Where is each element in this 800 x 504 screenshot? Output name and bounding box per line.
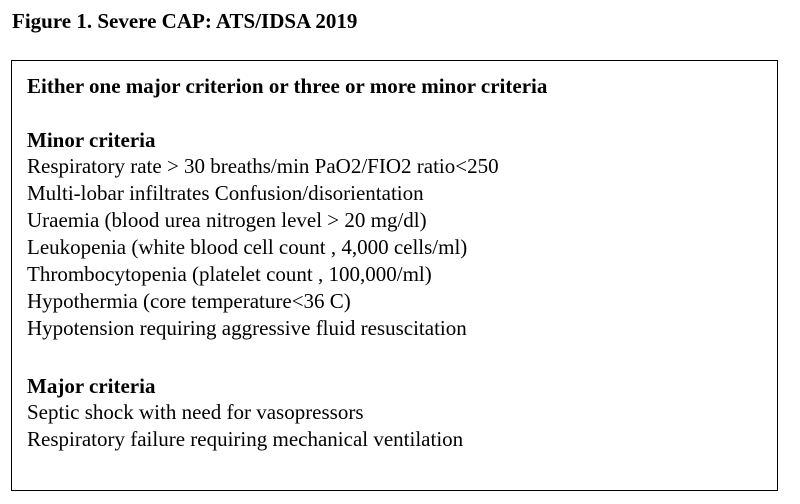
minor-criterion-uraemia: Uraemia (blood urea nitrogen level > 20 mg/dl) <box>27 208 427 232</box>
major-criterion-septic-shock: Septic shock with need for vasopressors <box>27 400 364 424</box>
major-criteria-list <box>27 399 463 453</box>
major-criteria-heading: Major criteria <box>27 374 156 398</box>
major-criterion-respiratory-failure: Respiratory failure requiring mechanical ventilation <box>27 427 464 451</box>
minor-criterion-multilobar-infiltrates: Multi-lobar infiltrates Confusion/disorientation <box>27 181 424 205</box>
minor-criteria-heading: Minor criteria <box>27 128 156 152</box>
criteria-rule-heading: Either one major criterion or three or more minor criteria <box>27 74 548 98</box>
minor-criterion-respiratory-rate: Respiratory rate > 30 breaths/min PaO2/FIO2 ratio<250 <box>27 154 499 178</box>
minor-criterion-thrombocytopenia: Thrombocytopenia (platelet count , 100,000/ml) <box>27 262 432 286</box>
minor-criteria-list <box>27 153 499 342</box>
minor-criterion-hypotension: Hypotension requiring aggressive fluid resuscitation <box>27 316 467 340</box>
criteria-box <box>11 60 778 491</box>
figure-title: Figure 1. Severe CAP: ATS/IDSA 2019 <box>12 9 358 33</box>
minor-criterion-leukopenia: Leukopenia (white blood cell count , 4,000 cells/ml) <box>27 235 468 259</box>
minor-criterion-hypothermia: Hypothermia (core temperature<36 C) <box>27 289 351 313</box>
